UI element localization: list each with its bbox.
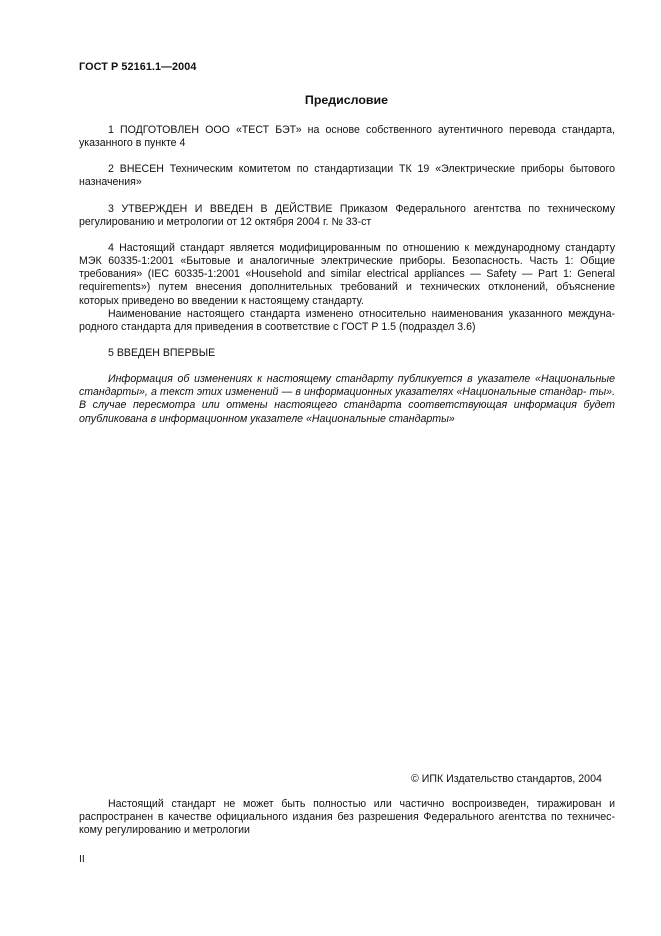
- preface-item-3: 3 УТВЕРЖДЕН И ВВЕДЕН В ДЕЙСТВИЕ Приказом Федерального агентства по техническому регулированию и метрологии от 12 октября 2004 г. № 33-ст: [79, 202, 615, 228]
- preface-item-5: 5 ВВЕДЕН ВПЕРВЫЕ: [108, 346, 216, 359]
- footer-notice: Настоящий стандарт не может быть полностью или частично воспроизведен, тиражирован и распространен в качестве официального издания без разрешения Федерального агентства по техничес- кому регулированию и метрологии: [79, 798, 615, 837]
- info-note: Информация об изменениях к настоящему стандарту публикуется в указателе «Национальные стандарты», а текст этих изменений — в информационных указателях «Национальные стандар- ты». В случае пересмотра или отмены настоящего стандарта соответствующая информация будет опубликована в информационном указателе «Национальные стандарты»: [79, 373, 615, 425]
- preface-item-1: 1 ПОДГОТОВЛЕН ООО «ТЕСТ БЭТ» на основе собственного аутентичного перевода стандарта, указанного в пункте 4: [79, 124, 615, 150]
- preface-item-2: 2 ВНЕСЕН Техническим комитетом по стандартизации ТК 19 «Электрические приборы бытового назначения»: [79, 163, 615, 189]
- preface-item-4: 4 Настоящий стандарт является модифицированным по отношению к международному стандарту МЭК 60335-1:2001 «Бытовые и аналогичные электрические приборы. Безопасность. Часть 1: Общие требования» (IEC 60335-1:2001 «Household and similar electrical appliances — Safety — Part 1: General requirements») путем внесения дополнительных требований и технических отклонений, объяснение которых приведено во введении к настоящему стандарту.: [79, 242, 615, 307]
- footer-notice-block: [79, 798, 615, 837]
- page-title: Предисловие: [304, 93, 389, 107]
- page-number: II: [79, 854, 85, 865]
- document-code: ГОСТ Р 52161.1—2004: [79, 61, 197, 73]
- copyright-line: © ИПК Издательство стандартов, 2004: [411, 773, 602, 785]
- preface-item-4-note: Наименование настоящего стандарта изменено относительно наименования указанного междуна- родного стандарта для приведения в соответствие с ГОСТ Р 1.5 (подраздел 3.6): [79, 307, 615, 333]
- preface-body: [79, 124, 615, 426]
